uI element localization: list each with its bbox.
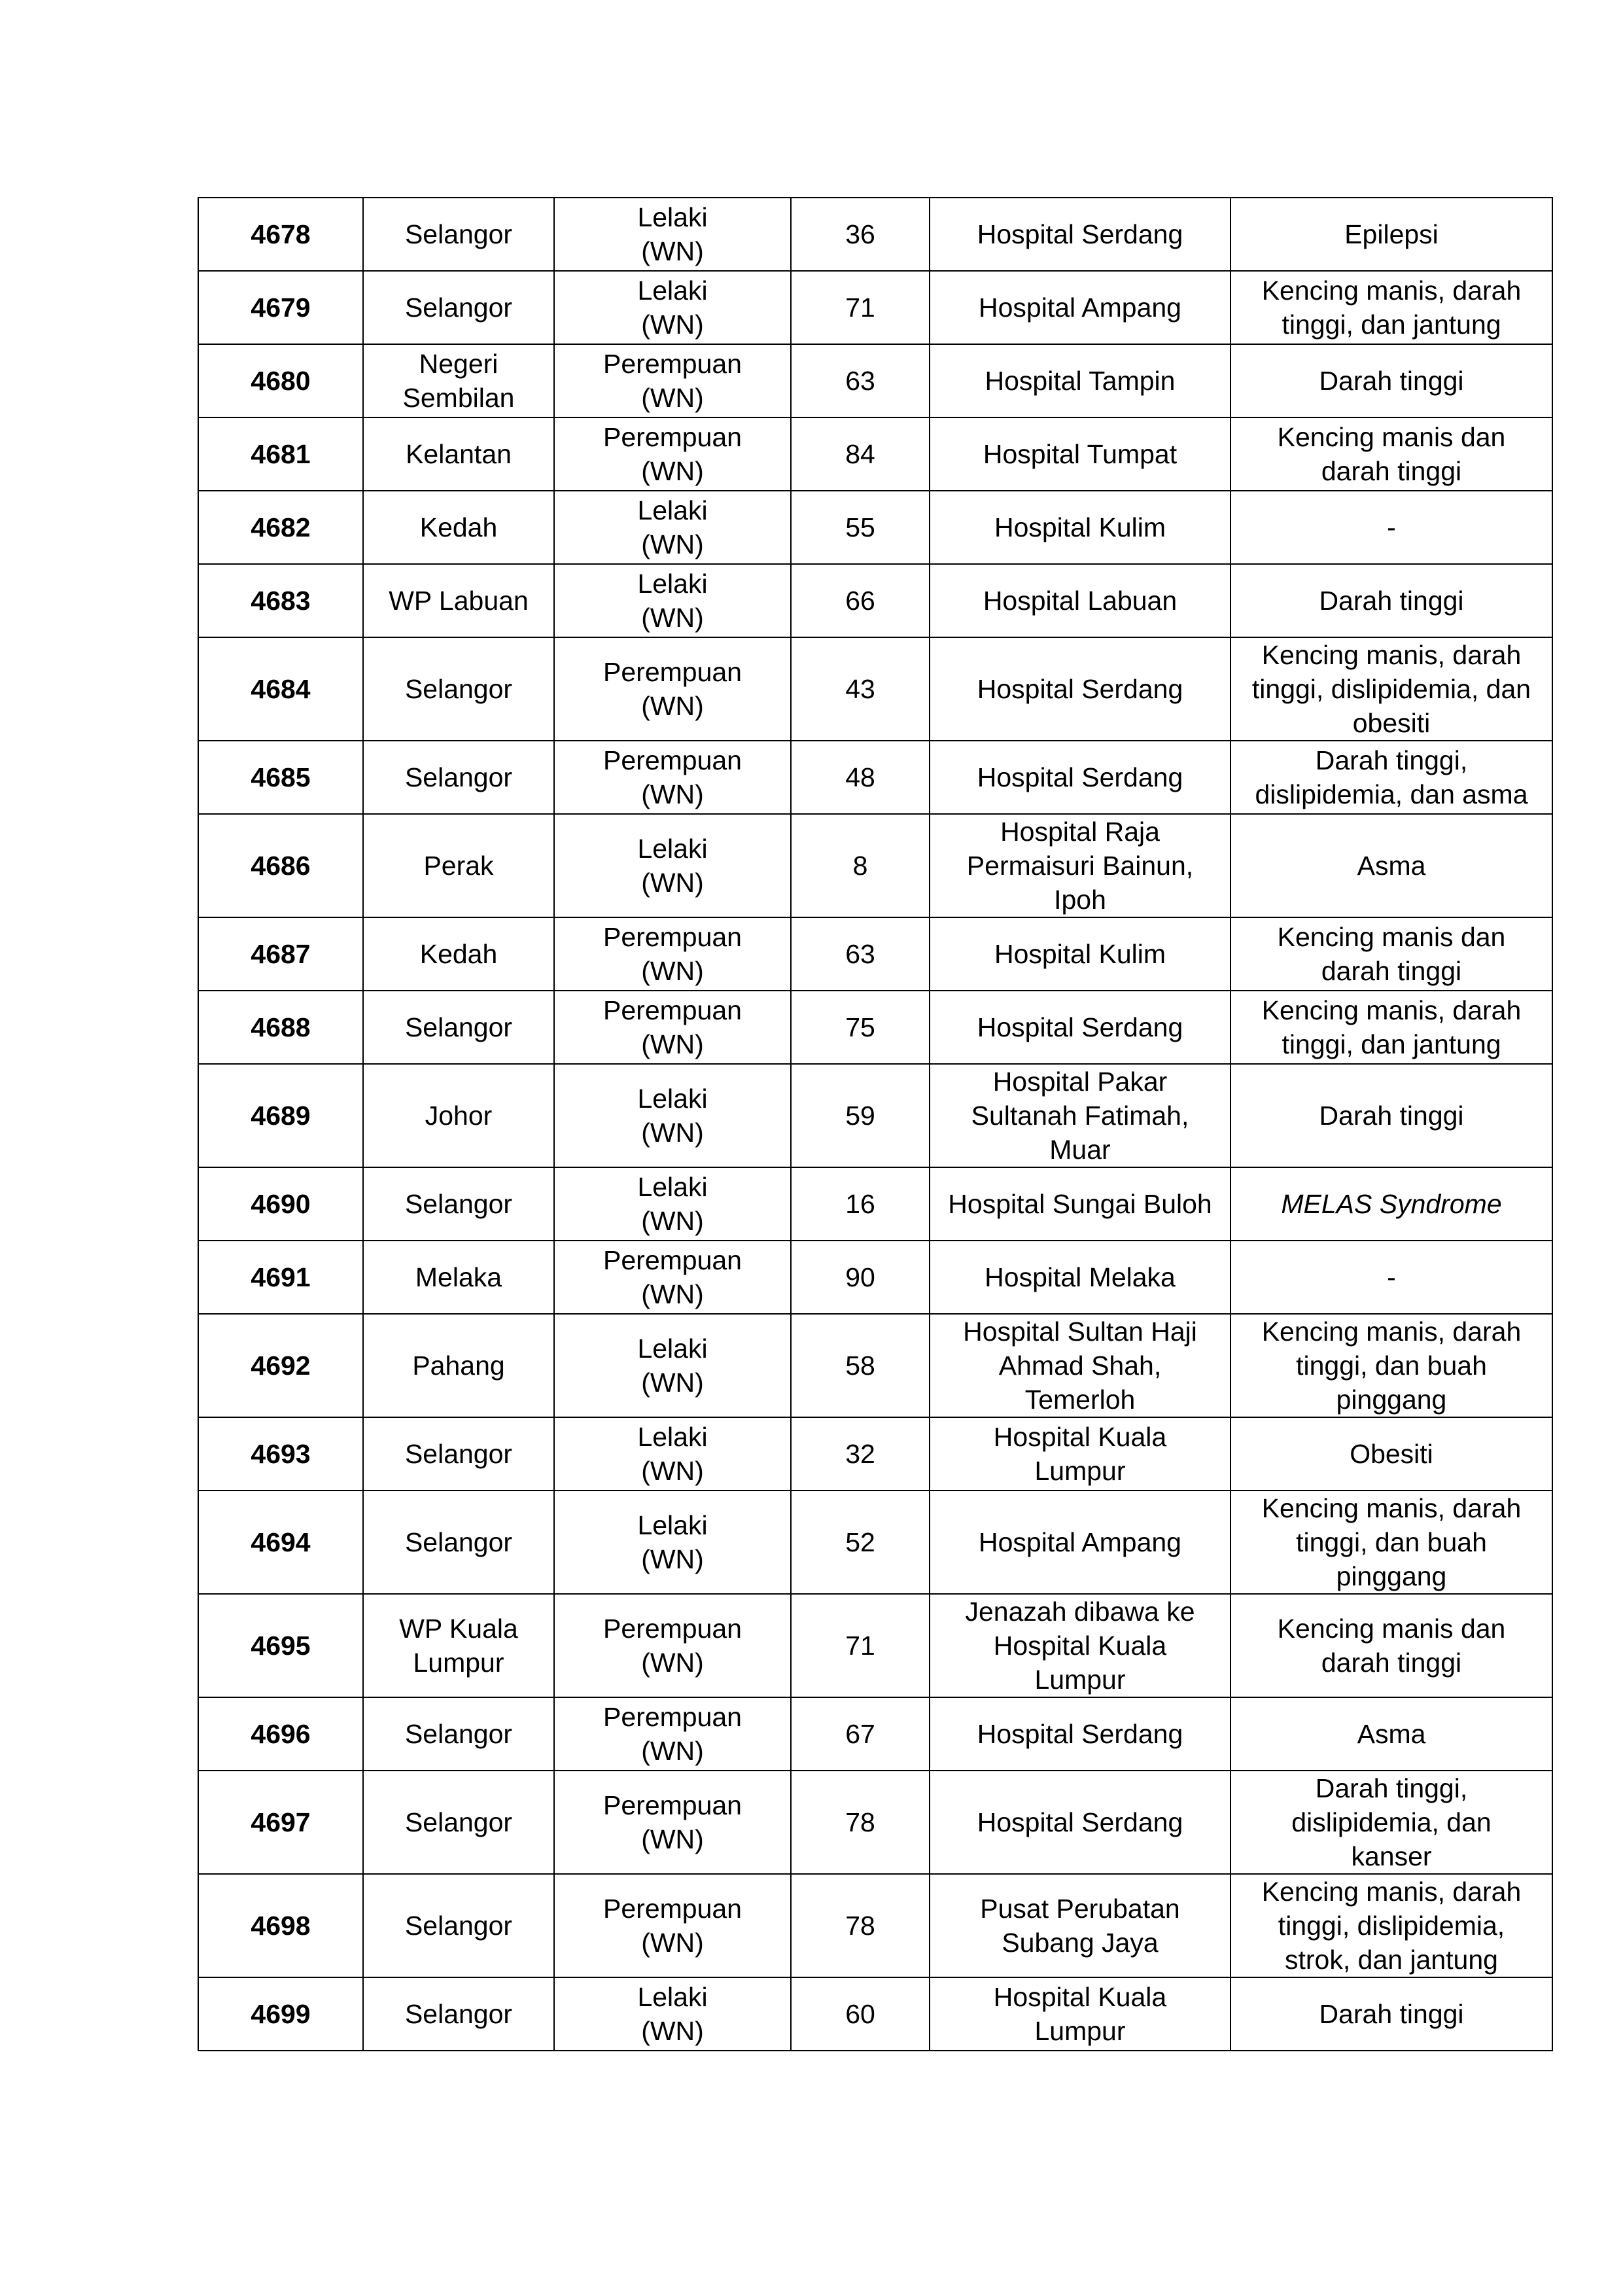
gender-cell: Perempuan (WN) xyxy=(554,1594,791,1697)
hospital-cell: Hospital Kulim xyxy=(930,917,1230,991)
table-row xyxy=(198,741,1552,814)
age-cell: 52 xyxy=(791,1491,930,1594)
age-cell: 78 xyxy=(791,1771,930,1874)
case-number: 4697 xyxy=(198,1771,363,1874)
hospital-cell: Hospital Serdang xyxy=(930,741,1230,814)
case-number: 4686 xyxy=(198,814,363,917)
case-number: 4689 xyxy=(198,1064,363,1167)
age-cell: 32 xyxy=(791,1417,930,1491)
age-cell: 71 xyxy=(791,1594,930,1697)
age-cell: 78 xyxy=(791,1874,930,1977)
condition-cell: Darah tinggi, dislipidemia, dan kanser xyxy=(1230,1771,1552,1874)
gender-cell: Lelaki (WN) xyxy=(554,1064,791,1167)
age-cell: 71 xyxy=(791,271,930,344)
gender-cell: Lelaki (WN) xyxy=(554,814,791,917)
table-row xyxy=(198,814,1552,917)
table-row xyxy=(198,491,1552,564)
table-row xyxy=(198,1977,1552,2051)
hospital-cell: Hospital Serdang xyxy=(930,1697,1230,1771)
table-row xyxy=(198,344,1552,417)
hospital-cell: Hospital Serdang xyxy=(930,991,1230,1064)
case-number: 4687 xyxy=(198,917,363,991)
gender-cell: Perempuan (WN) xyxy=(554,917,791,991)
condition-cell: Asma xyxy=(1230,1697,1552,1771)
condition-cell: Kencing manis dan darah tinggi xyxy=(1230,417,1552,491)
gender-cell: Perempuan (WN) xyxy=(554,1697,791,1771)
hospital-cell: Pusat Perubatan Subang Jaya xyxy=(930,1874,1230,1977)
table-row xyxy=(198,1697,1552,1771)
state-cell: Selangor xyxy=(363,741,554,814)
gender-cell: Lelaki (WN) xyxy=(554,1491,791,1594)
age-cell: 16 xyxy=(791,1167,930,1241)
gender-cell: Perempuan (WN) xyxy=(554,1241,791,1314)
hospital-cell: Hospital Ampang xyxy=(930,271,1230,344)
state-cell: WP Labuan xyxy=(363,564,554,637)
age-cell: 43 xyxy=(791,637,930,741)
case-number: 4681 xyxy=(198,417,363,491)
condition-cell: Darah tinggi, dislipidemia, dan asma xyxy=(1230,741,1552,814)
gender-cell: Perempuan (WN) xyxy=(554,1771,791,1874)
state-cell: Selangor xyxy=(363,1491,554,1594)
state-cell: Selangor xyxy=(363,271,554,344)
condition-cell: Darah tinggi xyxy=(1230,564,1552,637)
state-cell: Selangor xyxy=(363,991,554,1064)
condition-cell: Kencing manis, darah tinggi, dan jantung xyxy=(1230,271,1552,344)
case-number: 4695 xyxy=(198,1594,363,1697)
hospital-cell: Hospital Kuala Lumpur xyxy=(930,1417,1230,1491)
case-number: 4694 xyxy=(198,1491,363,1594)
gender-cell: Lelaki (WN) xyxy=(554,198,791,271)
gender-cell: Perempuan (WN) xyxy=(554,637,791,741)
case-number: 4679 xyxy=(198,271,363,344)
condition-cell: Kencing manis, darah tinggi, dan jantung xyxy=(1230,991,1552,1064)
hospital-cell: Hospital Kulim xyxy=(930,491,1230,564)
hospital-cell: Hospital Raja Permaisuri Bainun, Ipoh xyxy=(930,814,1230,917)
table-row xyxy=(198,1417,1552,1491)
hospital-cell: Hospital Serdang xyxy=(930,637,1230,741)
table-row xyxy=(198,417,1552,491)
hospital-cell: Hospital Serdang xyxy=(930,198,1230,271)
condition-cell: Kencing manis dan darah tinggi xyxy=(1230,1594,1552,1697)
case-number: 4682 xyxy=(198,491,363,564)
deaths-table xyxy=(198,197,1553,2051)
state-cell: Selangor xyxy=(363,1167,554,1241)
case-number: 4691 xyxy=(198,1241,363,1314)
case-number: 4692 xyxy=(198,1314,363,1417)
age-cell: 55 xyxy=(791,491,930,564)
condition-cell: Asma xyxy=(1230,814,1552,917)
condition-cell: - xyxy=(1230,1241,1552,1314)
state-cell: Kedah xyxy=(363,917,554,991)
case-number: 4696 xyxy=(198,1697,363,1771)
hospital-cell: Hospital Labuan xyxy=(930,564,1230,637)
gender-cell: Lelaki (WN) xyxy=(554,1417,791,1491)
table-row xyxy=(198,271,1552,344)
state-cell: Melaka xyxy=(363,1241,554,1314)
state-cell: Selangor xyxy=(363,1874,554,1977)
table-body xyxy=(198,198,1552,2051)
gender-cell: Lelaki (WN) xyxy=(554,1314,791,1417)
condition-cell: Darah tinggi xyxy=(1230,1977,1552,2051)
hospital-cell: Hospital Melaka xyxy=(930,1241,1230,1314)
condition-cell: Kencing manis, darah tinggi, dan buah pinggang xyxy=(1230,1491,1552,1594)
condition-cell: Kencing manis, darah tinggi, dislipidemia, dan obesiti xyxy=(1230,637,1552,741)
state-cell: Selangor xyxy=(363,198,554,271)
table-row xyxy=(198,564,1552,637)
gender-cell: Lelaki (WN) xyxy=(554,491,791,564)
gender-cell: Lelaki (WN) xyxy=(554,1977,791,2051)
age-cell: 60 xyxy=(791,1977,930,2051)
condition-cell: Kencing manis, darah tinggi, dislipidemia, strok, dan jantung xyxy=(1230,1874,1552,1977)
table-row xyxy=(198,1771,1552,1874)
condition-cell: MELAS Syndrome xyxy=(1230,1167,1552,1241)
case-number: 4680 xyxy=(198,344,363,417)
hospital-cell: Hospital Sultan Haji Ahmad Shah, Temerloh xyxy=(930,1314,1230,1417)
table-row xyxy=(198,198,1552,271)
case-number: 4688 xyxy=(198,991,363,1064)
state-cell: Selangor xyxy=(363,1417,554,1491)
condition-cell: Kencing manis, darah tinggi, dan buah pinggang xyxy=(1230,1314,1552,1417)
age-cell: 36 xyxy=(791,198,930,271)
age-cell: 58 xyxy=(791,1314,930,1417)
age-cell: 84 xyxy=(791,417,930,491)
condition-cell: Epilepsi xyxy=(1230,198,1552,271)
table-row xyxy=(198,1167,1552,1241)
state-cell: Kedah xyxy=(363,491,554,564)
case-number: 4698 xyxy=(198,1874,363,1977)
gender-cell: Perempuan (WN) xyxy=(554,417,791,491)
case-number: 4693 xyxy=(198,1417,363,1491)
state-cell: WP Kuala Lumpur xyxy=(363,1594,554,1697)
state-cell: Selangor xyxy=(363,637,554,741)
table-row xyxy=(198,917,1552,991)
gender-cell: Perempuan (WN) xyxy=(554,741,791,814)
case-number: 4684 xyxy=(198,637,363,741)
state-cell: Selangor xyxy=(363,1977,554,2051)
age-cell: 90 xyxy=(791,1241,930,1314)
hospital-cell: Jenazah dibawa ke Hospital Kuala Lumpur xyxy=(930,1594,1230,1697)
table-row xyxy=(198,1314,1552,1417)
age-cell: 63 xyxy=(791,344,930,417)
gender-cell: Lelaki (WN) xyxy=(554,564,791,637)
gender-cell: Perempuan (WN) xyxy=(554,991,791,1064)
case-number: 4683 xyxy=(198,564,363,637)
age-cell: 48 xyxy=(791,741,930,814)
condition-cell: Darah tinggi xyxy=(1230,1064,1552,1167)
hospital-cell: Hospital Sungai Buloh xyxy=(930,1167,1230,1241)
condition-cell: - xyxy=(1230,491,1552,564)
age-cell: 8 xyxy=(791,814,930,917)
condition-cell: Kencing manis dan darah tinggi xyxy=(1230,917,1552,991)
case-number: 4685 xyxy=(198,741,363,814)
state-cell: Selangor xyxy=(363,1697,554,1771)
gender-cell: Perempuan (WN) xyxy=(554,344,791,417)
gender-cell: Lelaki (WN) xyxy=(554,1167,791,1241)
table-row xyxy=(198,1241,1552,1314)
age-cell: 75 xyxy=(791,991,930,1064)
hospital-cell: Hospital Tumpat xyxy=(930,417,1230,491)
hospital-cell: Hospital Pakar Sultanah Fatimah, Muar xyxy=(930,1064,1230,1167)
state-cell: Perak xyxy=(363,814,554,917)
gender-cell: Lelaki (WN) xyxy=(554,271,791,344)
gender-cell: Perempuan (WN) xyxy=(554,1874,791,1977)
table-row xyxy=(198,991,1552,1064)
case-number: 4678 xyxy=(198,198,363,271)
age-cell: 63 xyxy=(791,917,930,991)
table-row xyxy=(198,1064,1552,1167)
table-row xyxy=(198,637,1552,741)
state-cell: Negeri Sembilan xyxy=(363,344,554,417)
case-number: 4699 xyxy=(198,1977,363,2051)
table-row xyxy=(198,1874,1552,1977)
state-cell: Selangor xyxy=(363,1771,554,1874)
table-row xyxy=(198,1491,1552,1594)
state-cell: Kelantan xyxy=(363,417,554,491)
hospital-cell: Hospital Kuala Lumpur xyxy=(930,1977,1230,2051)
hospital-cell: Hospital Serdang xyxy=(930,1771,1230,1874)
condition-cell: Darah tinggi xyxy=(1230,344,1552,417)
age-cell: 59 xyxy=(791,1064,930,1167)
case-number: 4690 xyxy=(198,1167,363,1241)
state-cell: Johor xyxy=(363,1064,554,1167)
table-row xyxy=(198,1594,1552,1697)
state-cell: Pahang xyxy=(363,1314,554,1417)
hospital-cell: Hospital Tampin xyxy=(930,344,1230,417)
age-cell: 66 xyxy=(791,564,930,637)
age-cell: 67 xyxy=(791,1697,930,1771)
condition-cell: Obesiti xyxy=(1230,1417,1552,1491)
hospital-cell: Hospital Ampang xyxy=(930,1491,1230,1594)
